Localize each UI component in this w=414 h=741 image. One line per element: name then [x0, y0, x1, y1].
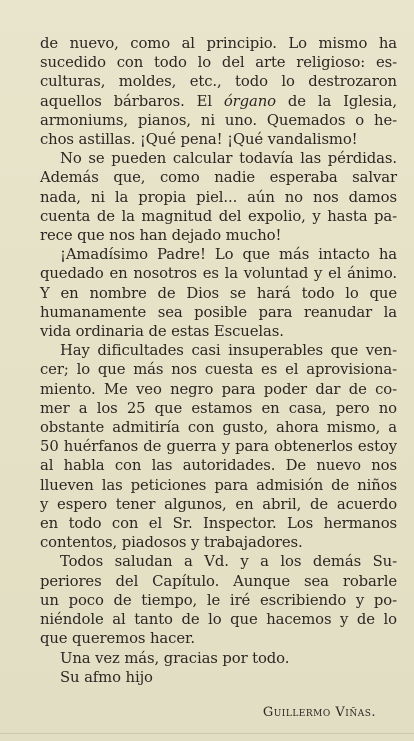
letter-line: y espero tener algunos, en abril, de acuerdo — [40, 495, 397, 513]
letter-line: No se pueden calcular todavía las pérdidas. — [60, 150, 397, 168]
letter-line: culturas, moldes, etc., todo lo destrozaron — [40, 73, 397, 91]
emphasis: órgano — [223, 92, 276, 110]
letter-body — [40, 34, 397, 687]
letter-line: que queremos hacer. — [40, 630, 195, 648]
letter-line: Su afmo hijo — [60, 668, 153, 686]
letter-line: periores del Capítulo. Aunque sea robarle — [40, 572, 397, 590]
letter-line: Y en nombre de Dios se hará todo lo que — [40, 284, 397, 302]
letter-line: Hay dificultades casi insuperables que ven- — [60, 342, 397, 360]
letter-line: armoniums, pianos, ni uno. Quemados o he- — [40, 111, 397, 129]
letter-line: de nuevo, como al principio. Lo mismo ha — [40, 35, 397, 52]
letter-line: quedado en nosotros es la voluntad y el ánimo. — [40, 265, 397, 283]
letter-line: aquellos bárbaros. El órgano de la Iglesia, — [40, 92, 397, 110]
letter-line: mer a los 25 que estamos en casa, pero no — [40, 399, 397, 417]
letter-line: obstante admitiría con gusto, ahora mismo, a — [40, 419, 397, 437]
letter-line: cuenta de la magnitud del expolio, y hasta pa- — [40, 207, 397, 225]
page-bottom-edge — [0, 733, 414, 734]
signature: Guillermo Viñas. — [262, 705, 376, 720]
letter-line: en todo con el Sr. Inspector. Los hermanos — [40, 515, 397, 533]
letter-line: sucedido con todo lo del arte religioso: es- — [40, 54, 397, 72]
letter-line: miento. Me veo negro para poder dar de co- — [40, 380, 397, 398]
letter-line: Todos saludan a Vd. y a los demás Su- — [60, 553, 397, 571]
letter-line: rece que nos han dejado mucho! — [40, 227, 282, 245]
letter-line: vida ordinaria de estas Escuelas. — [40, 323, 284, 341]
letter-line: Además que, como nadie esperaba salvar — [40, 169, 397, 187]
letter-line: niéndole al tanto de lo que hacemos y de lo — [40, 611, 397, 629]
letter-line: Una vez más, gracias por todo. — [60, 649, 290, 667]
letter-line: al habla con las autoridades. De nuevo nos — [40, 457, 397, 475]
letter-line: nada, ni la propia piel... aún no nos damos — [40, 188, 397, 206]
letter-line: llueven las peticiones para admisión de niños — [40, 476, 397, 494]
letter-line: ¡Amadísimo Padre! Lo que más intacto ha — [60, 246, 397, 264]
letter-line: humanamente sea posible para reanudar la — [40, 303, 397, 321]
letter-line: contentos, piadosos y trabajadores. — [40, 534, 303, 552]
letter-line: cer; lo que más nos cuesta es el aprovisiona- — [40, 361, 397, 379]
letter-line: chos astillas. ¡Qué pena! ¡Qué vandalismo! — [40, 131, 358, 149]
letter-line: un poco de tiempo, le iré escribiendo y po- — [40, 591, 397, 609]
letter-line: 50 huérfanos de guerra y para obtenerlos estoy — [40, 438, 397, 456]
